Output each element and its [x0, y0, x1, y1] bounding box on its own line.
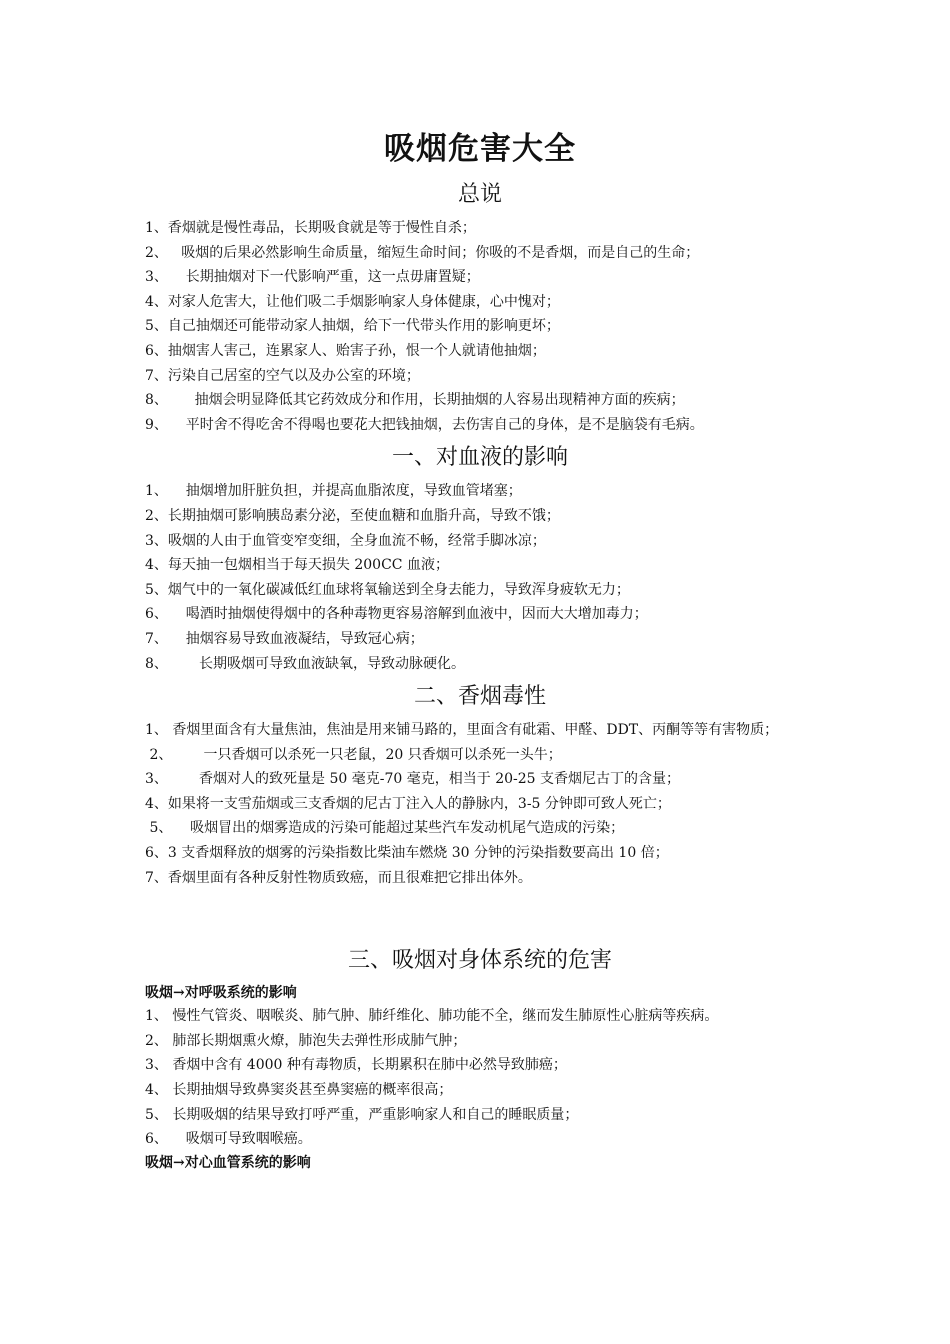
- list-item: 4、 长期抽烟导致鼻窦炎甚至鼻窦癌的概率很高；: [145, 1082, 453, 1099]
- section-heading-toxicity: 二、香烟毒性: [413, 684, 546, 710]
- list-item: 3、 长期抽烟对下一代影响严重，这一点毋庸置疑；: [145, 269, 480, 286]
- list-item: 6、抽烟害人害己，连累家人、贻害子孙，恨一个人就请他抽烟；: [145, 342, 546, 359]
- section-heading-body-systems: 三、吸烟对身体系统的危害: [347, 948, 612, 974]
- document-title: 吸烟危害大全: [384, 131, 576, 167]
- list-item: 9、 平时舍不得吃舍不得喝也要花大把钱抽烟，去伤害自己的身体，是不是脑袋有毛病。: [145, 416, 704, 433]
- section-heading-overview: 总说: [457, 182, 502, 207]
- list-item: 8、 抽烟会明显降低其它药效成分和作用，长期抽烟的人容易出现精神方面的疾病；: [145, 392, 685, 409]
- list-item: 7、 抽烟容易导致血液凝结，导致冠心病；: [145, 630, 424, 647]
- list-item: 6、 喝酒时抽烟使得烟中的各种毒物更容易溶解到血液中，因而大大增加毒力；: [145, 606, 648, 623]
- document-content: [145, 124, 815, 1174]
- list-item: 8、 长期吸烟可导致血液缺氧，导致动脉硬化。: [145, 655, 466, 672]
- list-item: 7、香烟里面有各种反射性物质致癌，而且很难把它排出体外。: [145, 869, 532, 886]
- list-item: 3、 香烟中含有 4000 种有毒物质，长期累积在肺中必然导致肺癌；: [145, 1057, 567, 1074]
- list-item: 5、烟气中的一氧化碳减低红血球将氧输送到全身去能力，导致浑身疲软无力；: [145, 581, 630, 598]
- list-item: 6、3 支香烟释放的烟雾的污染指数比柴油车燃烧 30 分钟的污染指数要高出 10 倍；: [145, 845, 669, 862]
- list-item: 4、对家人危害大，让他们吸二手烟影响家人身体健康，心中愧对；: [145, 293, 560, 310]
- list-item: 3、 香烟对人的致死量是 50 毫克-70 毫克，相当于 20-25 支香烟尼古丁的含量；: [145, 771, 681, 788]
- list-item: 5、 长期吸烟的结果导致打呼严重，严重影响家人和自己的睡眠质量；: [145, 1106, 579, 1123]
- list-item: 4、每天抽一包烟相当于每天损失 200CC 血液；: [145, 557, 449, 574]
- subsection-heading-respiratory: 吸烟→对呼吸系统的影响: [145, 985, 297, 1002]
- list-item: 2、 吸烟的后果必然影响生命质量，缩短生命时间；你吸的不是香烟，而是自己的生命；: [145, 244, 700, 261]
- list-item: 1、 抽烟增加肝脏负担，并提高血脂浓度，导致血管堵塞；: [145, 483, 522, 500]
- list-item: 2、长期抽烟可影响胰岛素分泌，至使血糖和血脂升高，导致不饿；: [145, 507, 560, 524]
- list-item: 7、污染自己居室的空气以及办公室的环境；: [145, 367, 420, 384]
- list-item: 1、 慢性气管炎、咽喉炎、肺气肿、肺纤维化、肺功能不全，继而发生肺原性心脏病等疾病。: [145, 1008, 719, 1025]
- list-item: 3、吸烟的人由于血管变窄变细，全身血流不畅，经常手脚冰凉；: [145, 532, 546, 549]
- list-item: 5、 吸烟冒出的烟雾造成的污染可能超过某些汽车发动机尾气造成的污染；: [145, 820, 625, 837]
- list-item: 2、 一只香烟可以杀死一只老鼠，20 只香烟可以杀死一头牛；: [145, 746, 562, 763]
- section-heading-blood: 一、对血液的影响: [391, 445, 568, 471]
- subsection-heading-cardiovascular: 吸烟→对心血管系统的影响: [145, 1154, 311, 1171]
- list-item: 1、 香烟里面含有大量焦油，焦油是用来铺马路的，里面含有砒霜、甲醛、DDT、丙酮等等有害物质；: [145, 722, 779, 739]
- list-item: 1、香烟就是慢性毒品，长期吸食就是等于慢性自杀；: [145, 220, 476, 236]
- list-item: 2、 肺部长期烟熏火燎，肺泡失去弹性形成肺气肿；: [145, 1032, 467, 1049]
- list-item: 5、自己抽烟还可能带动家人抽烟，给下一代带头作用的影响更坏；: [145, 318, 560, 335]
- list-item: 4、如果将一支雪茄烟或三支香烟的尼古丁注入人的静脉内，3-5 分钟即可致人死亡；: [145, 795, 671, 812]
- list-item: 6、 吸烟可导致咽喉癌。: [145, 1131, 312, 1148]
